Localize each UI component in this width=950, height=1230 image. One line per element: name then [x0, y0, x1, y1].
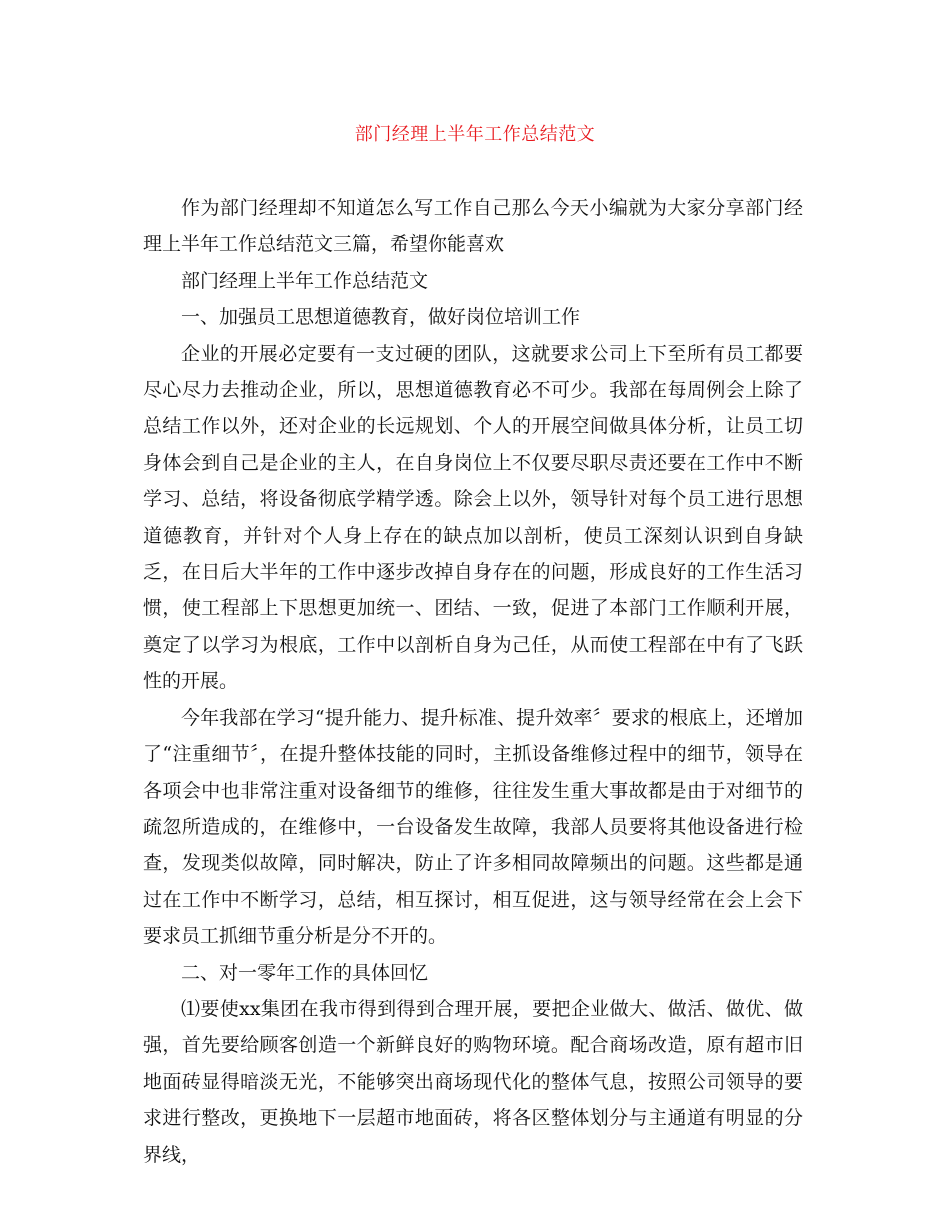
section-heading: 部门经理上半年工作总结范文	[181, 269, 429, 292]
body-paragraph: ⑴要使xx集团在我市得到得到合理开展，要把企业做大、做活、做优、做强，首先要给顾客创造一个新鲜良好的购物环境。配合商场改造，原有超市旧地面砖显得暗淡无光，不能够突出商场现代化的整体气息，按照公司领导的要求进行整改，更换地下一层超市地面砖，将各区整体划分与主通道有明显的分界线，	[143, 997, 803, 1166]
document-body	[143, 190, 803, 1173]
body-paragraph: 企业的开展必定要有一支过硬的团队，这就要求公司上下至所有员工都要尽心尽力去推动企业，所以，思想道德教育必不可少。我部在每周例会上除了总结工作以外，还对企业的长远规划、个人的开展空间做具体分析，让员工切身体会到自己是企业的主人，在自身岗位上不仅要尽职尽责还要在工作中不断学习、总结，将设备彻底学精学透。除会上以外，领导针对每个员工进行思想道德教育，并针对个人身上存在的缺点加以剖析，使员工深刻认识到自身缺乏，在日后大半年的工作中逐步改掉自身存在的问题，形成良好的工作生活习惯，使工程部上下思想更加统一、团结、一致，促进了本部门工作顺利开展，奠定了以学习为根底，工作中以剖析自身为己任，从而使工程部在中有了飞跃性的开展。	[143, 342, 803, 693]
subheading-two: 二、对一零年工作的具体回忆	[181, 961, 429, 984]
intro-paragraph: 作为部门经理却不知道怎么写工作自己那么今天小编就为大家分享部门经理上半年工作总结范文三篇，希望你能喜欢	[143, 197, 803, 256]
subheading-one: 一、加强员工思想道德教育，做好岗位培训工作	[181, 306, 581, 329]
document-title: 部门经理上半年工作总结范文	[354, 124, 596, 145]
body-paragraph: 今年我部在学习“提升能力、提升标准、提升效率〞要求的根底上，还增加了“注重细节〞，在提升整体技能的同时，主抓设备维修过程中的细节，领导在各项会中也非常注重对设备细节的维修，往往发生重大事故都是由于对细节的疏忽所造成的，在维修中，一台设备发生故障，我部人员要将其他设备进行检查，发现类似故障，同时解决，防止了许多相同故障频出的问题。这些都是通过在工作中不断学习，总结，相互探讨，相互促进，这与领导经常在会上会下要求员工抓细节重分析是分不开的。	[143, 706, 803, 948]
